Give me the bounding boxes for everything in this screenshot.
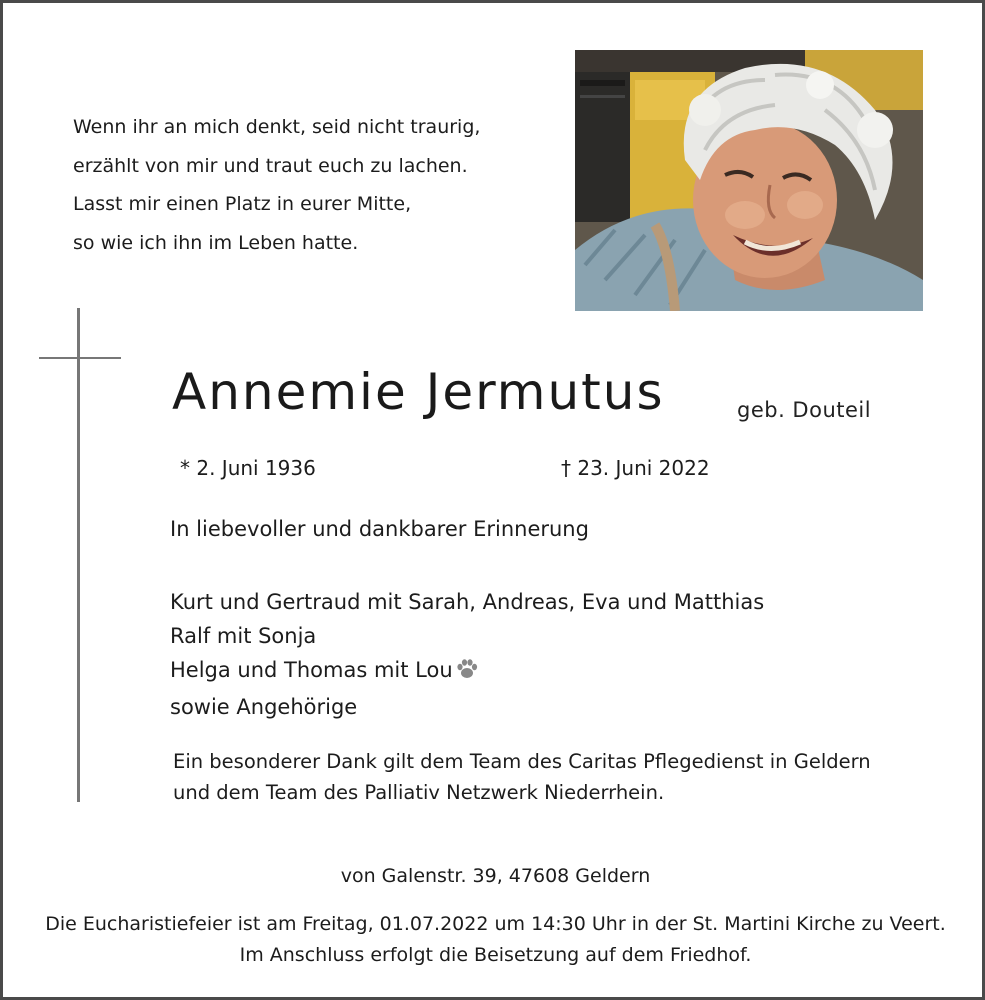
memory-line: In liebevoller und dankbarer Erinnerung xyxy=(170,517,589,541)
mourner-line: sowie Angehörige xyxy=(170,695,358,719)
thanks-line: und dem Team des Palliativ Netzwerk Niederrhein. xyxy=(173,781,665,804)
latin-cross-icon xyxy=(77,308,80,802)
poem-line: erzählt von mir und traut euch zu lachen. xyxy=(73,154,468,177)
mourner-line-with-paw xyxy=(170,653,764,690)
poem-line: so wie ich ihn im Leben hatte. xyxy=(73,231,359,254)
mourner-line: Helga und Thomas mit Lou xyxy=(170,658,453,682)
service-info xyxy=(3,909,985,971)
birth-date: * 2. Juni 1936 xyxy=(180,456,316,480)
mourner-line: Kurt und Gertraud mit Sarah, Andreas, Eva und Matthias xyxy=(170,590,765,614)
portrait-photo xyxy=(575,50,923,311)
service-line: Die Eucharistiefeier ist am Freitag, 01.07.2022 um 14:30 Uhr in der St. Martini Kirche zu Veert. xyxy=(45,913,946,935)
deceased-name: Annemie Jermutus xyxy=(172,363,665,421)
death-date: † 23. Juni 2022 xyxy=(561,456,710,480)
paw-print-icon xyxy=(455,656,479,690)
mourner-line: Ralf mit Sonja xyxy=(170,624,317,648)
address: von Galenstr. 39, 47608 Geldern xyxy=(340,865,651,887)
memorial-poem xyxy=(73,108,480,262)
birth-name: geb. Douteil xyxy=(737,398,872,422)
thanks-note xyxy=(173,746,871,808)
thanks-line: Ein besonderer Dank gilt dem Team des Caritas Pflegedienst in Geldern xyxy=(173,750,871,773)
service-line: Im Anschluss erfolgt die Beisetzung auf dem Friedhof. xyxy=(239,944,752,966)
poem-line: Lasst mir einen Platz in eurer Mitte, xyxy=(73,193,412,215)
mourners-list xyxy=(170,585,764,724)
poem-line: Wenn ihr an mich denkt, seid nicht traurig, xyxy=(73,116,481,138)
cross-bar xyxy=(39,357,121,359)
